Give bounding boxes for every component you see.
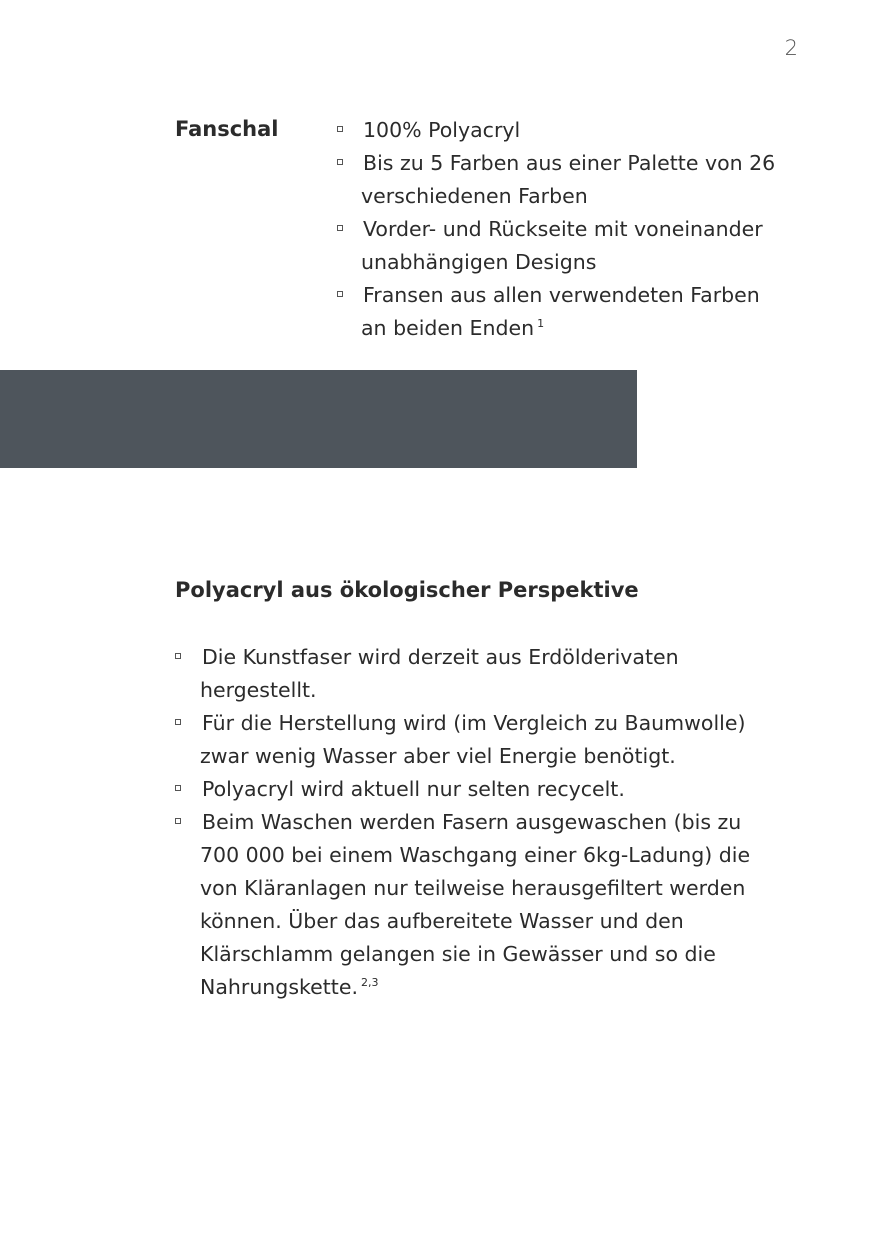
square-bullet-icon [337, 126, 343, 132]
point-text: Polyacryl wird aktuell nur selten recycelt. [202, 777, 625, 801]
ecology-point-list [175, 641, 785, 1004]
product-title: Fanschal [175, 117, 279, 141]
point-text: Die Kunstfaser wird derzeit aus Erdölderivaten hergestellt. [200, 645, 679, 702]
feature-text: 100% Polyacryl [363, 118, 521, 142]
square-bullet-icon [175, 818, 181, 824]
list-item [175, 641, 785, 707]
feature-text: Vorder- und Rückseite mit voneinander unabhängigen Designs [361, 217, 763, 274]
list-item [175, 806, 785, 1004]
point-text: Beim Waschen werden Fasern ausgewaschen (bis zu 700 000 bei einem Waschgang einer 6kg-Ladung) die von Kläranlagen nur teilweise herausgefiltert werden können. Über das aufbereitete Wasser und den Klärschlamm gelangen sie in Gewässer und so die Nahrungskette. [200, 810, 751, 999]
section-heading: Polyacryl aus ökologischer Perspektive [175, 578, 639, 602]
square-bullet-icon [337, 291, 343, 297]
square-bullet-icon [175, 785, 181, 791]
feature-text: Fransen aus allen verwendeten Farben an beiden Enden [361, 283, 760, 340]
footnote-marker: 1 [537, 317, 545, 331]
square-bullet-icon [175, 653, 181, 659]
page-number: 2 [784, 36, 798, 60]
list-item [175, 707, 785, 773]
square-bullet-icon [337, 225, 343, 231]
feature-text: Bis zu 5 Farben aus einer Palette von 26 verschiedenen Farben [361, 151, 776, 208]
point-text: Für die Herstellung wird (im Vergleich zu Baumwolle) zwar wenig Wasser aber viel Energie benötigt. [200, 711, 746, 768]
square-bullet-icon [175, 719, 181, 725]
product-feature-list [337, 114, 787, 345]
list-item [337, 213, 787, 279]
square-bullet-icon [337, 159, 343, 165]
footnote-marker: 2,3 [360, 976, 379, 990]
list-item [337, 279, 787, 345]
list-item [337, 147, 787, 213]
banner-image-placeholder [0, 370, 637, 468]
list-item [175, 773, 785, 806]
list-item [337, 114, 787, 147]
